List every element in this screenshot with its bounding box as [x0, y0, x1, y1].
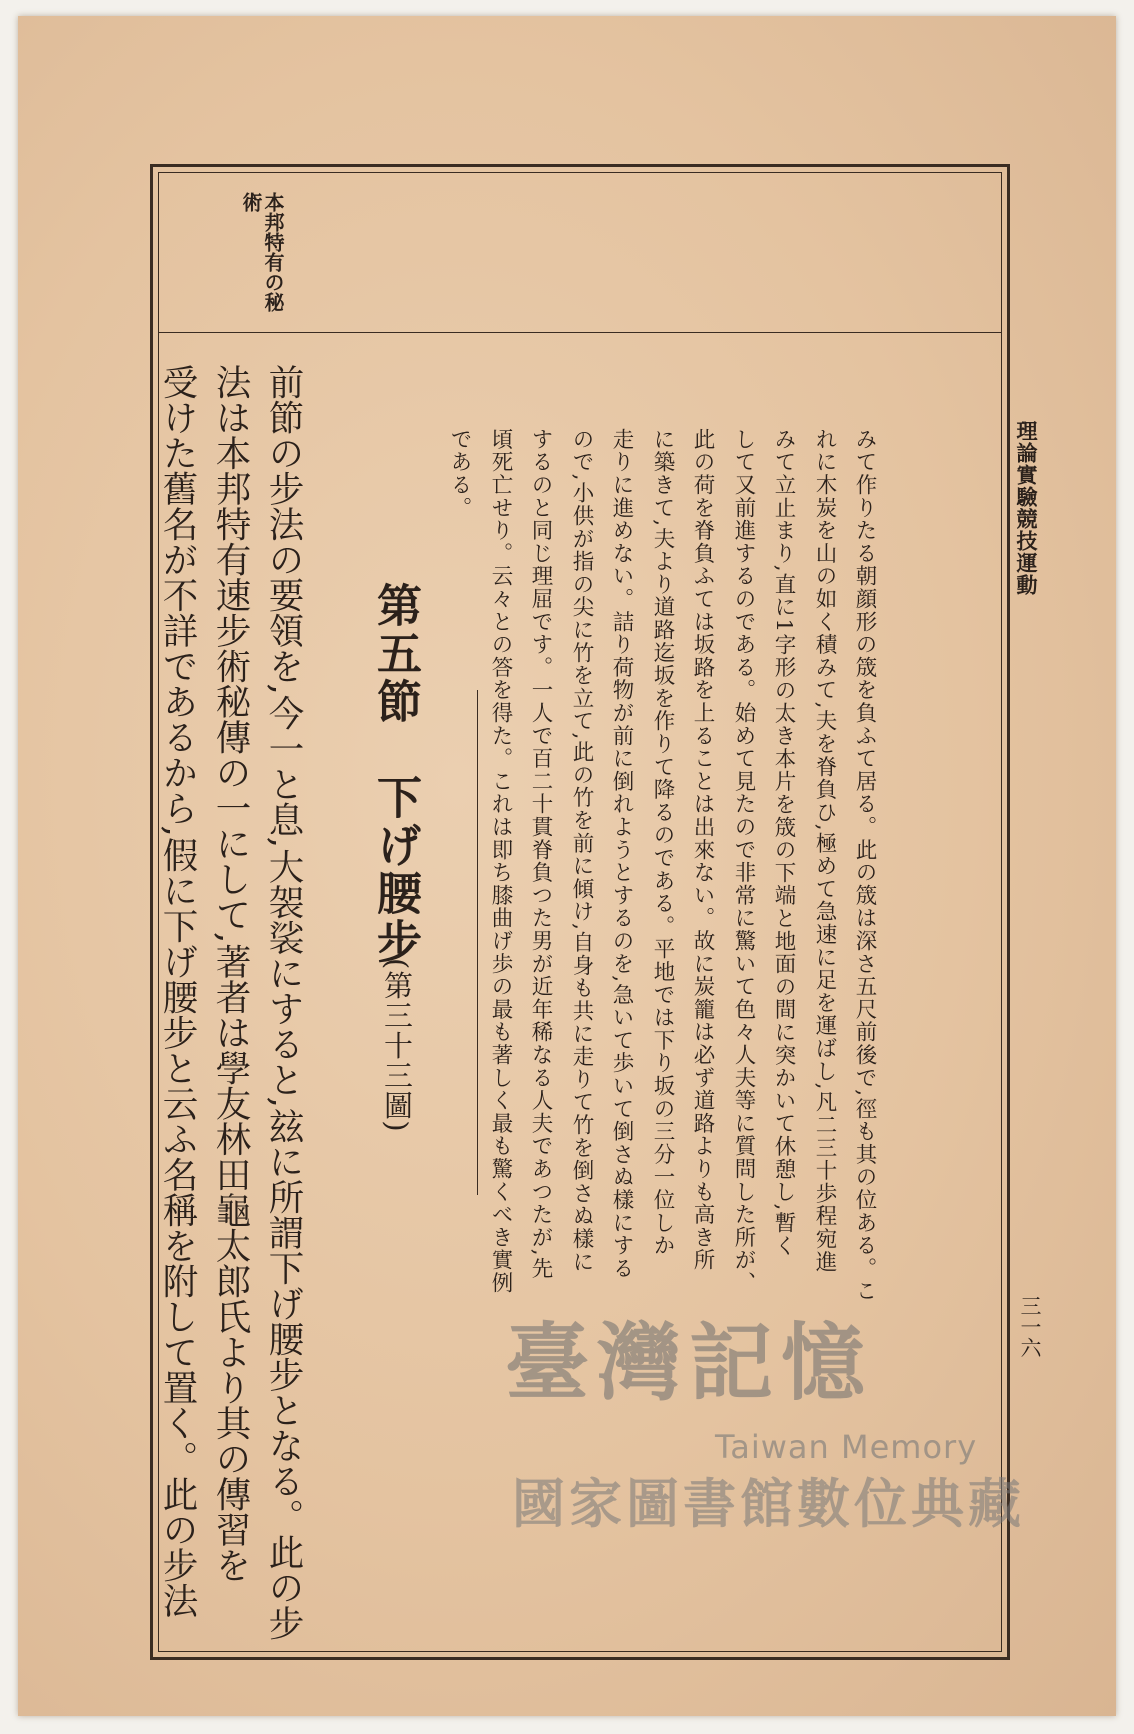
running-title: 理論實驗競技運動	[1014, 420, 1039, 596]
body-column: である。	[447, 428, 472, 520]
watermark-library: 國家圖書館數位典藏	[512, 1474, 1025, 1535]
body-column: みて立止まり,直に1字形の太き本片を筬の下端と地面の間に突かいて休憩し,暫く	[771, 428, 796, 1258]
body-column: みて作りたる朝顔形の筬を負ふて居る。此の筬は深さ五尺前後で,徑も其の位ある。こ	[852, 428, 877, 1303]
body-column: れに木炭を山の如く積みて,夫を脊負ひ,極めて急速に足を運ばし,凡二三十歩程宛進	[812, 428, 837, 1274]
body-column: に築きて,夫より道路迄坂を作りて降るのである。平地では下り坂の三分一位しか	[650, 428, 675, 1257]
body-column: 此の荷を脊負ふては坂路を上ることは出來ない。故に炭籠は必ず道路よりも高き所	[690, 428, 715, 1272]
body-column: して又前進するのである。始めて見たので非常に驚いて色々人夫等に質問した所が、	[731, 428, 756, 1295]
body-column: 走りに進めない。詰り荷物が前に倒れようとするのを,急いて歩いて倒さぬ樣にする	[609, 428, 634, 1280]
section-divider	[477, 690, 478, 1195]
body-column: ので,小供が指の尖に竹を立て,此の竹を前に傾け,自身も共に走りて竹を倒さぬ樣に	[569, 428, 594, 1274]
body-column-large: 前節の步法の要領を,今一と息,大袈裟にすると,玆に所謂下げ腰步となる。此の步	[263, 364, 304, 1641]
watermark-english: Taiwan Memory	[715, 1428, 978, 1466]
body-column-large: 法は本邦特有速步術秘傳の一にして,著者は學友林田龜太郎氏より其の傳習を	[210, 364, 251, 1583]
body-column: するのと同じ理屈です。一人で百二十貫脊負つた男が近年稀なる人夫であつたが,先	[528, 428, 553, 1280]
watermark-logo: 臺灣記憶	[505, 1313, 874, 1412]
section-heading: 第五節 下げ腰步	[369, 582, 422, 966]
body-column: 頃死亡せり。云々との答を得た。これは即ち膝曲げ歩の最も著しく最も驚くべき實例	[488, 428, 513, 1295]
header-rule	[158, 332, 1002, 333]
figure-reference: (第三十三圖)	[380, 958, 414, 1133]
page-number: 三一六	[1018, 1295, 1042, 1358]
marginal-note: 本邦特有の秘術	[239, 192, 285, 312]
body-column-large: 受けた舊名が不詳であるから,假に下げ腰步と云ふ名稱を附して置く。此の步法	[157, 364, 198, 1618]
